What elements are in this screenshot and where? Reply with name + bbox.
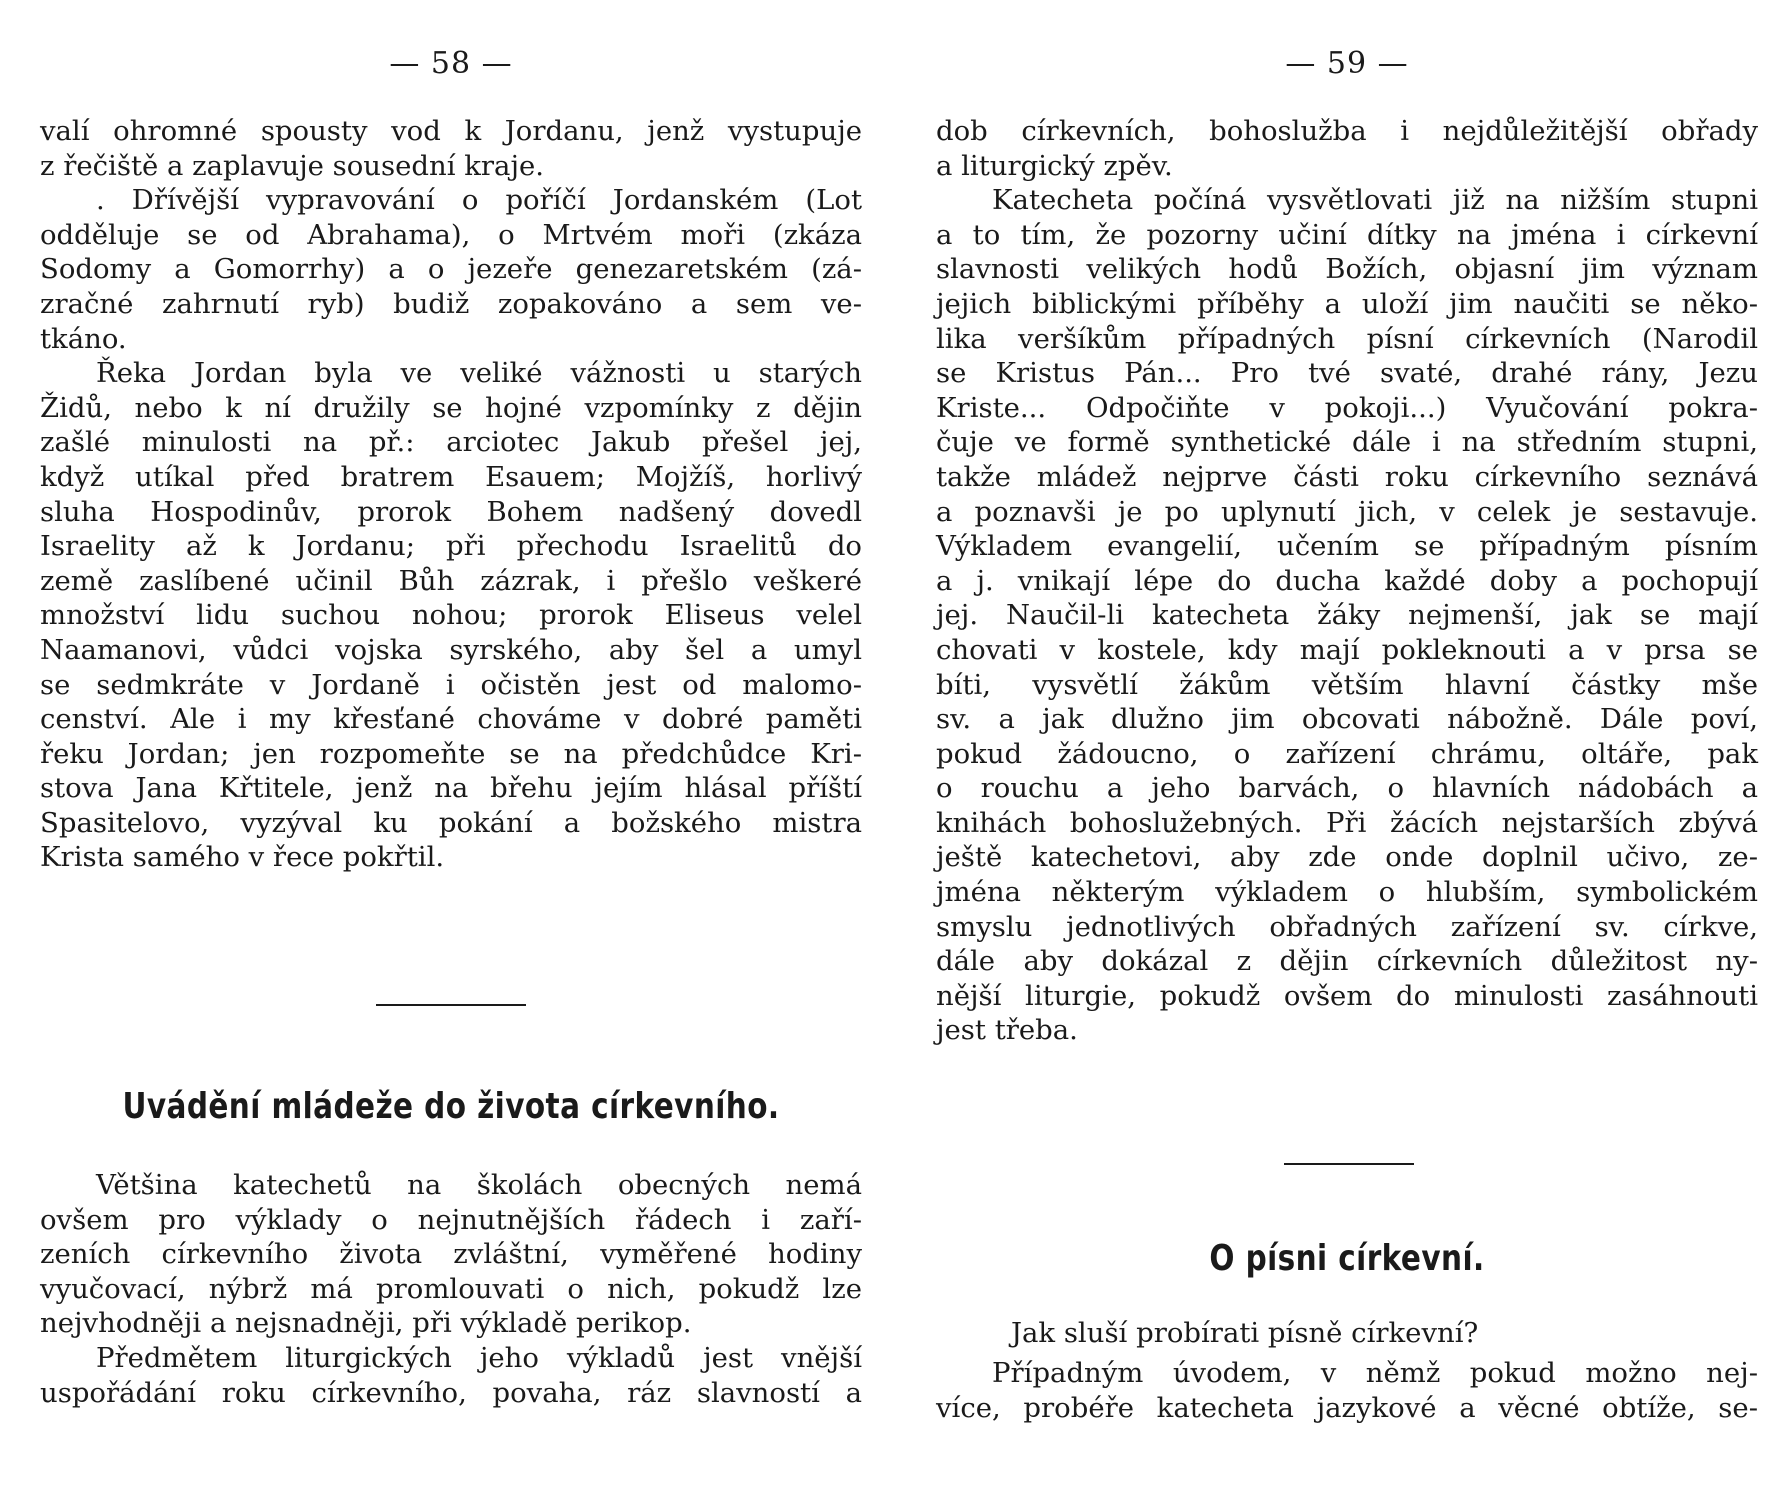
text-line: a to tím, že pozorny učiní dítky na jména i církevní: [936, 218, 1758, 251]
text-line: Sodomy a Gomorrhy) a o jezeře genezaretském (zá-: [40, 253, 862, 286]
text-line: chovati v kostele, kdy mají pokleknouti a v prsa se: [936, 633, 1758, 666]
text-line: ještě katechetovi, aby zde onde doplnil učivo, ze-: [936, 841, 1758, 874]
page-number: — 58 —: [389, 46, 513, 81]
section-divider: [376, 1004, 526, 1006]
text-line: stova Jana Křtitele, jenž na břehu jejím hlásal příští: [40, 772, 862, 805]
text-line: odděluje se od Abrahama), o Mrtvém moři (zkáza: [40, 218, 862, 251]
left-page: [40, 0, 862, 1500]
text-line: jest třeba.: [936, 1014, 1078, 1047]
text-line: řeku Jordan; jen rozpomeňte se na předchůdce Kri-: [40, 737, 862, 770]
text-line: bíti, vysvětlí žákům větším hlavní částky mše: [936, 668, 1758, 701]
text-line: zašlé minulosti na př.: arciotec Jakub přešel jej,: [40, 426, 862, 459]
text-line: Krista samého v řece pokřtil.: [40, 841, 445, 874]
text-line: více, probéře katecheta jazykové a věcné obtíže, se-: [936, 1391, 1758, 1424]
text-line: dob církevních, bohoslužba i nejdůležitější obřady: [936, 115, 1758, 147]
text-line: ovšem pro výklady o nejnutnějších řádech i zaří-: [40, 1203, 862, 1236]
text-line: jej. Naučil-li katecheta žáky nejmenší, jak se mají: [936, 599, 1758, 632]
text-line: čuje ve formě synthetické dále i na středním stupni,: [936, 426, 1758, 459]
text-line: smyslu jednotlivých obřadných zařízení sv. církve,: [936, 910, 1758, 943]
text-line: zeních církevního života zvláštní, vyměřené hodiny: [40, 1238, 862, 1271]
text-line: a poznavši je po uplynutí jich, v celek je sestavuje.: [936, 495, 1758, 528]
text-line: Naamanovi, vůdci vojska syrského, aby šel a umyl: [40, 633, 862, 666]
left-bottom-text: [40, 1168, 862, 1410]
text-line: . Dřívější vypravování o poříčí Jordanském (Lot: [96, 184, 862, 217]
right-bottom-text: [936, 1356, 1758, 1425]
text-line: zračné zahrnutí ryb) budiž zopakováno a sem ve-: [40, 287, 862, 320]
text-line: množství lidu suchou nohou; prorok Eliseus velel: [40, 599, 862, 632]
left-top-text: [40, 114, 862, 875]
text-line: z řečiště a zaplavuje sousední kraje.: [40, 149, 544, 182]
text-line: a liturgický zpěv.: [936, 149, 1173, 182]
text-line: Israelity až k Jordanu; při přechodu Israelitů do: [40, 530, 862, 563]
text-line: Předmětem liturgických jeho výkladů jest vnější: [96, 1341, 862, 1374]
text-line: země zaslíbené učinil Bůh zázrak, i přešlo veškeré: [40, 564, 862, 597]
section-divider: [1284, 1163, 1414, 1165]
text-line: valí ohromné spousty vod k Jordanu, jenž vystupuje: [40, 115, 862, 147]
text-line: sluha Hospodinův, prorok Bohem nadšený dovedl: [40, 495, 862, 528]
text-line: Kriste... Odpočiňte v pokoji...) Vyučování pokra-: [936, 391, 1758, 424]
text-line: jména některým výkladem o hlubším, symbolickém: [936, 876, 1758, 909]
text-line: se sedmkráte v Jordaně i očistěn jest od malomo-: [40, 668, 862, 701]
page-number: — 59 —: [1285, 46, 1409, 81]
text-line: Katecheta počíná vysvětlovati již na nižším stupni: [992, 184, 1758, 217]
text-line: Židů, nebo k ní družily se hojné vzpomínky z dějin: [40, 391, 862, 424]
text-line: cenství. Ale i my křesťané chováme v dobré paměti: [40, 703, 862, 736]
text-line: jejich biblickými příběhy a uloží jim naučiti se něko-: [936, 287, 1758, 320]
right-page: [936, 0, 1758, 1500]
text-line: nejvhodněji a nejsnadněji, při výkladě perikop.: [40, 1307, 692, 1340]
text-line: Řeka Jordan byla ve veliké vážnosti u starých: [96, 357, 862, 390]
text-line: tkáno.: [40, 322, 127, 355]
text-line: o rouchu a jeho barvách, o hlavních nádobách a: [936, 772, 1758, 805]
text-line: Výkladem evangelií, učením se případným písním: [936, 530, 1758, 563]
text-line: vyučovací, nýbrž má promlouvati o nich, pokudž lze: [40, 1272, 862, 1305]
text-line: nější liturgie, pokudž ovšem do minulosti zasáhnouti: [936, 979, 1758, 1012]
text-line: slavnosti velikých hodů Božích, objasní jim význam: [936, 253, 1758, 286]
text-line: se Kristus Pán... Pro tvé svaté, drahé rány, Jezu: [936, 357, 1758, 390]
section-question: Jak sluší probírati písně církevní?: [1011, 1317, 1479, 1349]
text-line: sv. a jak dlužno jim obcovati nábožně. Dále poví,: [936, 703, 1758, 736]
text-line: Případným úvodem, v němž pokud možno nej-: [992, 1357, 1758, 1389]
section-heading: O písni církevní.: [1209, 1238, 1485, 1279]
text-line: když utíkal před bratrem Esauem; Mojžíš, horlivý: [40, 460, 862, 493]
section-heading: Uvádění mládeže do života církevního.: [122, 1086, 780, 1127]
text-line: knihách bohoslužebných. Při žácích nejstarších zbývá: [936, 806, 1758, 839]
text-line: dále aby dokázal z dějin církevních důležitost ny-: [936, 945, 1758, 978]
text-line: pokud žádoucno, o zařízení chrámu, oltáře, pak: [936, 737, 1758, 770]
text-line: takže mládež nejprve části roku církevního seznává: [936, 460, 1758, 493]
text-line: a j. vnikají lépe do ducha každé doby a pochopují: [936, 564, 1758, 597]
text-line: Spasitelovo, vyzýval ku pokání a božského mistra: [40, 806, 862, 839]
right-top-text: [936, 114, 1758, 1048]
text-line: Většina katechetů na školách obecných nemá: [96, 1169, 862, 1201]
text-line: uspořádání roku církevního, povaha, ráz slavností a: [40, 1376, 862, 1409]
text-line: lika veršíkům případných písní církevních (Narodil: [936, 322, 1758, 355]
